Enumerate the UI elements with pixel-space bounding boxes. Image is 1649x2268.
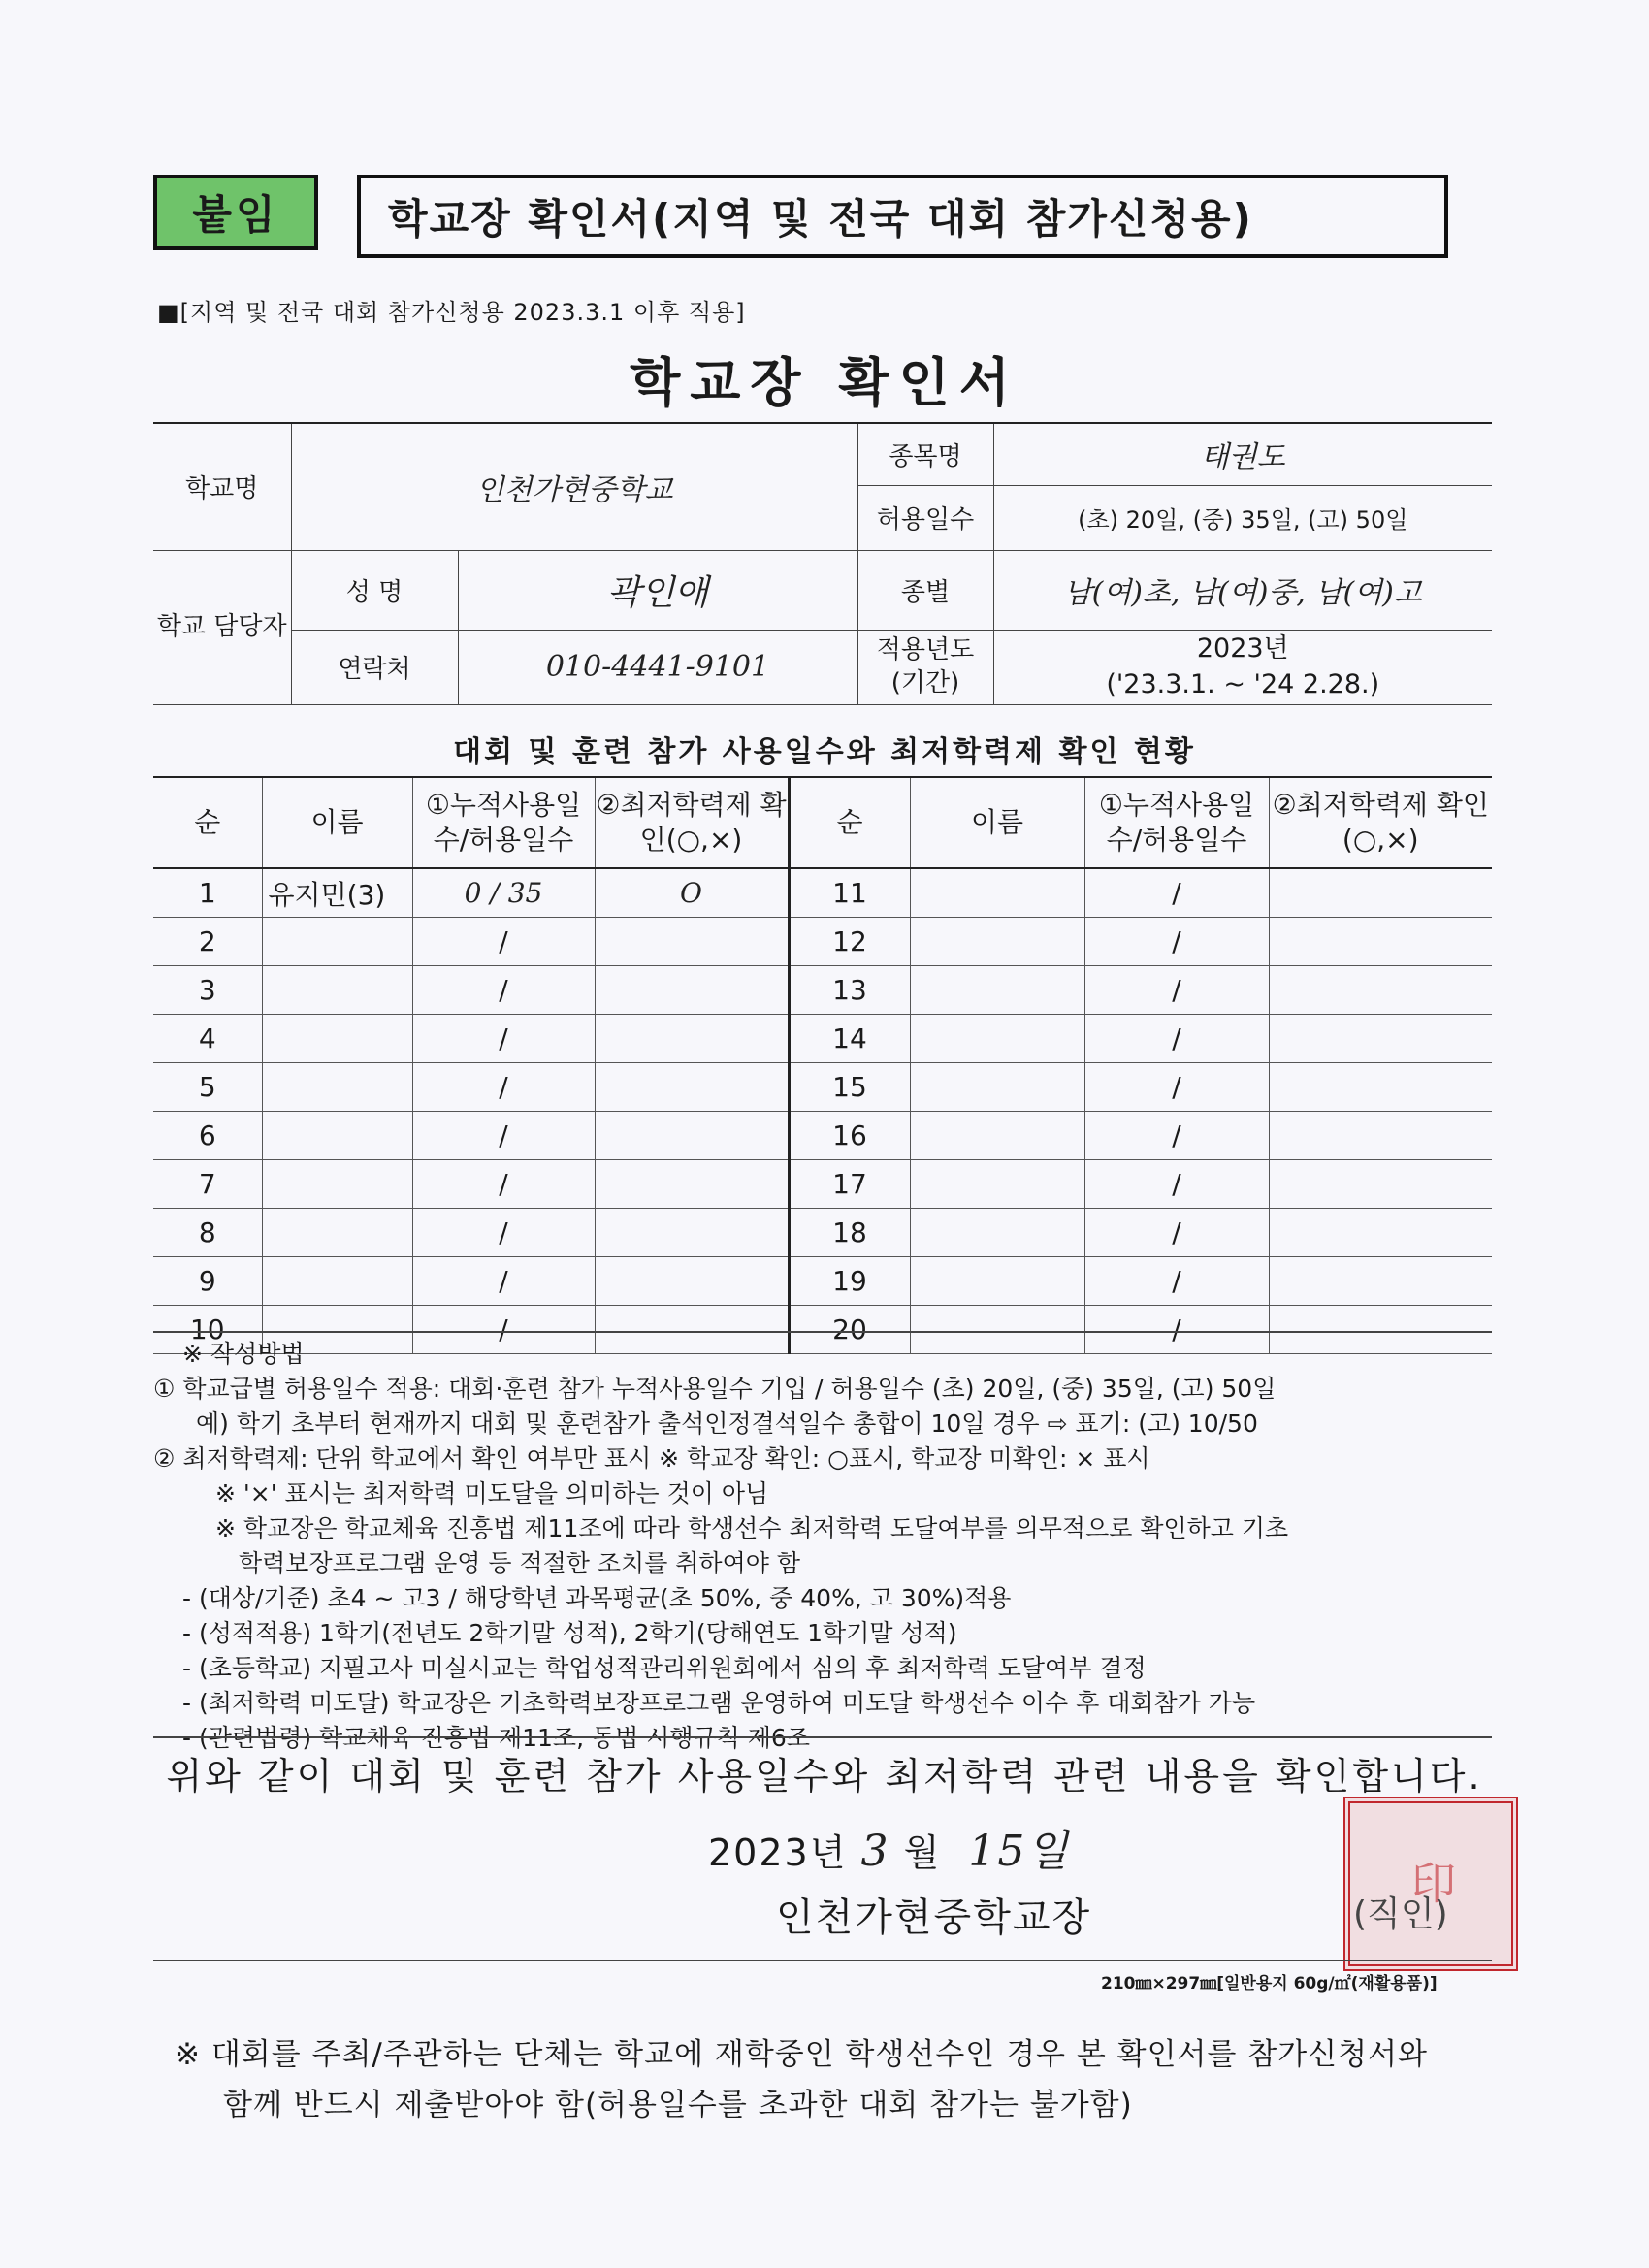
- school-info-table: [153, 422, 1492, 705]
- usage-table: [153, 776, 1492, 1354]
- document-title: 학교장 확인서(지역 및 전국 대회 참가신청용): [357, 175, 1448, 258]
- row-number: 4: [153, 1015, 262, 1063]
- academic-check: [1269, 1063, 1492, 1112]
- usage-days: /: [1084, 1063, 1269, 1112]
- note-line: - (초등학교) 지필고사 미실시교는 학업성적관리위원회에서 심의 후 최저학력 도달여부 결정: [182, 1654, 1147, 1682]
- student-name: [262, 918, 412, 966]
- academic-check: [595, 1209, 789, 1257]
- usage-days: /: [412, 1306, 595, 1354]
- academic-check: [595, 1063, 789, 1112]
- academic-check: [1269, 1257, 1492, 1306]
- table-row: [153, 1160, 1492, 1209]
- header-name-2: 이름: [910, 777, 1084, 868]
- seal-label: (직인): [1353, 1895, 1448, 1934]
- student-name: [910, 1257, 1084, 1306]
- usage-days: /: [412, 1160, 595, 1209]
- usage-days: /: [412, 1015, 595, 1063]
- row-number: 15: [789, 1063, 910, 1112]
- official-seal: [1343, 1797, 1518, 1971]
- contact-value: 010-4441-9101: [458, 630, 857, 704]
- academic-check: [1269, 1160, 1492, 1209]
- school-name-value: 인천가현중학교: [291, 423, 857, 550]
- academic-check: [1269, 1015, 1492, 1063]
- academic-check: [1269, 1209, 1492, 1257]
- row-number: 17: [789, 1160, 910, 1209]
- student-name: [910, 1112, 1084, 1160]
- note-line: 학력보장프로그램 운영 등 적절한 조치를 취하여야 함: [239, 1549, 800, 1577]
- student-name: [910, 868, 1084, 918]
- usage-days: /: [412, 1209, 595, 1257]
- allowed-days-label: 허용일수: [857, 485, 993, 550]
- row-number: 2: [153, 918, 262, 966]
- row-number: 8: [153, 1209, 262, 1257]
- year-label: 적용년도 (기간): [857, 630, 993, 704]
- academic-check: [595, 1015, 789, 1063]
- student-name: [262, 1063, 412, 1112]
- instructions: [153, 1337, 1502, 1756]
- gender-label: 종별: [857, 550, 993, 630]
- table-row: [153, 868, 1492, 918]
- note-line: - (성적적용) 1학기(전년도 2학기말 성적), 2학기(당해연도 1학기말 성적): [182, 1619, 957, 1647]
- divider: [153, 1960, 1492, 1961]
- academic-check: [595, 1160, 789, 1209]
- student-name: [262, 1015, 412, 1063]
- note-line: ※ '×' 표시는 최저학력 미도달을 의미하는 것이 아님: [215, 1479, 769, 1507]
- student-name: [262, 1209, 412, 1257]
- allowed-days-value: (초) 20일, (중) 35일, (고) 50일: [993, 485, 1492, 550]
- row-number: 11: [789, 868, 910, 918]
- note-line: - (대상/기준) 초4 ~ 고3 / 해당학년 과목평균(초 50%, 중 40%, 고 30%)적용: [182, 1584, 1012, 1612]
- note-line: ① 학교급별 허용일수 적용: 대회·훈련 참가 누적사용일수 기입 / 허용일수 (초) 20일, (중) 35일, (고) 50일: [153, 1375, 1277, 1403]
- usage-days: /: [412, 966, 595, 1015]
- academic-check: [595, 1112, 789, 1160]
- staff-name-value: 곽인애: [458, 550, 857, 630]
- row-number: 13: [789, 966, 910, 1015]
- seal-mark: 印: [1405, 1860, 1457, 1908]
- row-number: 1: [153, 868, 262, 918]
- row-number: 7: [153, 1160, 262, 1209]
- table-row: [153, 1112, 1492, 1160]
- header-academic-2: ②최저학력제 확인(○,×): [1269, 777, 1492, 868]
- row-number: 12: [789, 918, 910, 966]
- usage-days: /: [412, 1063, 595, 1112]
- usage-days: /: [412, 1257, 595, 1306]
- academic-check: O: [595, 868, 789, 918]
- row-number: 18: [789, 1209, 910, 1257]
- event-value: 태권도: [993, 423, 1492, 485]
- table-row: [153, 1015, 1492, 1063]
- divider: [153, 1736, 1492, 1738]
- row-number: 16: [789, 1112, 910, 1160]
- staff-name-label: 성 명: [291, 550, 458, 630]
- usage-days: /: [412, 918, 595, 966]
- gender-value: 남(여)초, 남(여)중, 남(여)고: [993, 550, 1492, 630]
- usage-days: /: [1084, 868, 1269, 918]
- usage-days: /: [1084, 966, 1269, 1015]
- applicability-note: ■[지역 및 전국 대회 참가신청용 2023.3.1 이후 적용]: [157, 299, 746, 326]
- usage-days: /: [1084, 1209, 1269, 1257]
- row-number: 5: [153, 1063, 262, 1112]
- academic-check: [595, 918, 789, 966]
- student-name: [910, 1063, 1084, 1112]
- usage-section-title: 대회 및 훈련 참가 사용일수와 최저학력제 확인 현황: [453, 735, 1196, 769]
- academic-check: [1269, 966, 1492, 1015]
- academic-check: [1269, 1112, 1492, 1160]
- period-value: ('23.3.1. ~ '24 2.28.): [1106, 668, 1380, 699]
- notes-title: ※ 작성방법: [182, 1340, 305, 1368]
- note-line: - (관련법령) 학교체육 진흥법 제11조, 동법 시행규칙 제6조: [182, 1724, 810, 1752]
- table-row: [153, 1209, 1492, 1257]
- note-line: ※ 학교장은 학교체육 진흥법 제11조에 따라 학생선수 최저학력 도달여부를 의무적으로 확인하고 기초: [215, 1514, 1289, 1542]
- table-row: [153, 966, 1492, 1015]
- footer-line: ※ 대회를 주최/주관하는 단체는 학교에 재학중인 학생선수인 경우 본 확인서를 참가신청서와: [175, 2037, 1428, 2072]
- usage-days: /: [1084, 1015, 1269, 1063]
- note-line: - (최저학력 미도달) 학교장은 기초학력보장프로그램 운영하여 미도달 학생선수 이수 후 대회참가 가능: [182, 1689, 1256, 1717]
- student-name: [910, 1015, 1084, 1063]
- page-title: 학교장 확인서: [630, 352, 1019, 413]
- student-name: [910, 966, 1084, 1015]
- divider: [153, 1331, 1492, 1333]
- header-usage: ①누적사용일수/허용일수: [412, 777, 595, 868]
- student-name: [262, 1112, 412, 1160]
- usage-days: /: [1084, 918, 1269, 966]
- row-number: 14: [789, 1015, 910, 1063]
- student-name: [910, 918, 1084, 966]
- header-name: 이름: [262, 777, 412, 868]
- date-month: 3: [860, 1827, 890, 1876]
- school-name-label: 학교명: [153, 423, 291, 550]
- usage-days: /: [1084, 1112, 1269, 1160]
- usage-days: /: [1084, 1257, 1269, 1306]
- student-name: [262, 1257, 412, 1306]
- note-line: 예) 학기 초부터 현재까지 대회 및 훈련참가 출석인정결석일수 총합이 10일 경우 ⇨ 표기: (고) 10/50: [196, 1409, 1258, 1438]
- date-day: 15일: [968, 1827, 1070, 1876]
- event-label: 종목명: [857, 423, 993, 485]
- academic-check: [595, 1257, 789, 1306]
- year-value: 2023년: [1196, 633, 1289, 664]
- paper-spec: 210㎜×297㎜[일반용지 60g/㎡(재활용품)]: [1101, 1974, 1438, 1993]
- staff-label: 학교 담당자: [153, 550, 291, 704]
- usage-days: /: [1084, 1306, 1269, 1354]
- table-row: [153, 918, 1492, 966]
- academic-check: [595, 966, 789, 1015]
- usage-days: /: [412, 1112, 595, 1160]
- student-name: 유지민(3): [262, 868, 412, 918]
- footer-note: [175, 2029, 1428, 2130]
- student-name: [262, 1160, 412, 1209]
- student-name: [262, 966, 412, 1015]
- usage-days: /: [1084, 1160, 1269, 1209]
- confirmation-date: [708, 1816, 1070, 1878]
- date-month-label: 월: [903, 1831, 942, 1874]
- row-number: 3: [153, 966, 262, 1015]
- confirmation-statement: 위와 같이 대회 및 훈련 참가 사용일수와 최저학력 관련 내용을 확인합니다.: [166, 1755, 1483, 1798]
- attachment-tag: 붙임: [153, 175, 318, 250]
- row-number: 6: [153, 1112, 262, 1160]
- student-name: [910, 1160, 1084, 1209]
- academic-check: [1269, 918, 1492, 966]
- header-usage-2: ①누적사용일수/허용일수: [1084, 777, 1269, 868]
- row-number: 20: [789, 1306, 910, 1354]
- contact-label: 연락처: [291, 630, 458, 704]
- principal-name: 인천가현중학교장: [776, 1895, 1092, 1940]
- header-academic: ②최저학력제 확인(○,×): [595, 777, 789, 868]
- academic-check: [1269, 868, 1492, 918]
- student-name: [910, 1209, 1084, 1257]
- table-row: [153, 1257, 1492, 1306]
- table-row: [153, 1063, 1492, 1112]
- footer-line: 함께 반드시 제출받아야 함(허용일수를 초과한 대회 참가는 불가함): [223, 2088, 1133, 2122]
- header-no-2: 순: [789, 777, 910, 868]
- row-number: 10: [153, 1306, 262, 1354]
- note-line: ② 최저학력제: 단위 학교에서 확인 여부만 표시 ※ 학교장 확인: ○표시, 학교장 미확인: × 표시: [153, 1444, 1150, 1473]
- usage-days: 0 / 35: [412, 868, 595, 918]
- row-number: 19: [789, 1257, 910, 1306]
- header-no: 순: [153, 777, 262, 868]
- date-year: 2023년: [708, 1831, 848, 1874]
- row-number: 9: [153, 1257, 262, 1306]
